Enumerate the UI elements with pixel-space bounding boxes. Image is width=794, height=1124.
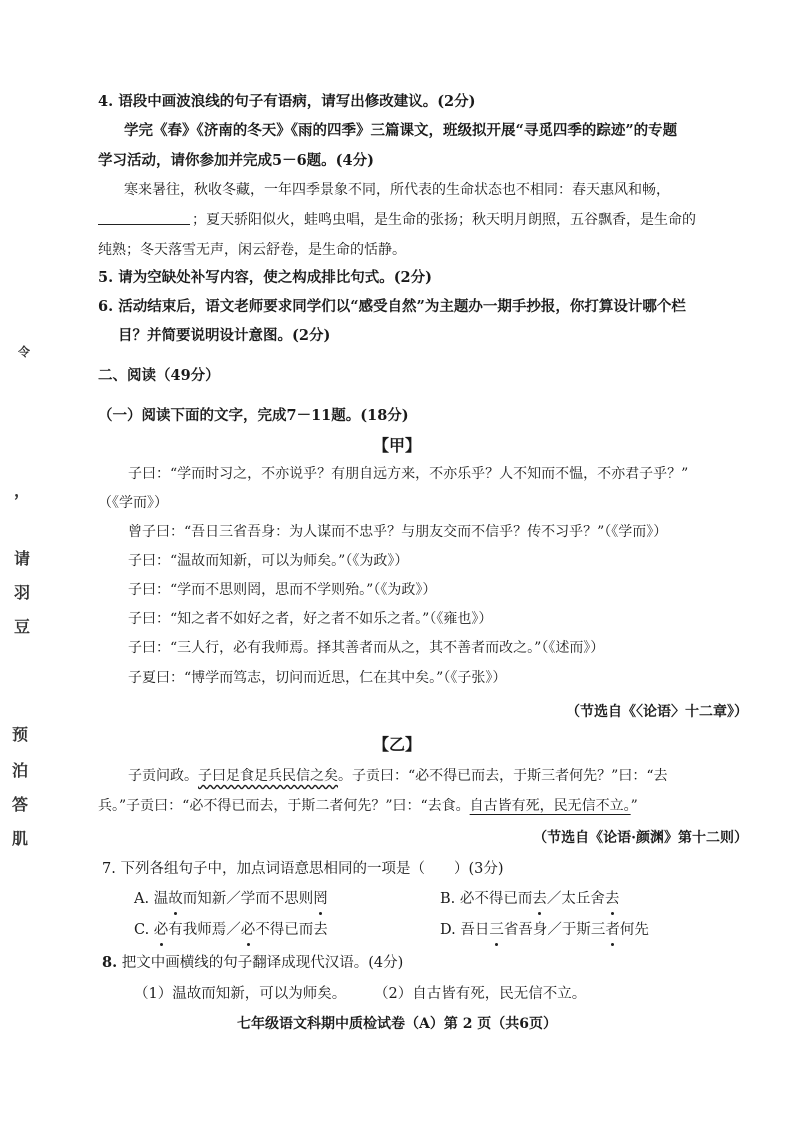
page-footer: 七年级语文科期中质检试卷（A）第 2 页（共6页） bbox=[236, 1016, 558, 1032]
option-text: 不得已而去 bbox=[255, 922, 328, 938]
option-label: C. bbox=[134, 922, 150, 938]
activity-intro-line-2: 学习活动，请你参加并完成5－6题。(4分) bbox=[98, 152, 374, 169]
option-text: 有我师焉／ bbox=[168, 922, 241, 938]
option-text: ／太丘舍 bbox=[546, 891, 605, 907]
text-jia-heading: 【甲】 bbox=[372, 436, 421, 455]
option-text: 吾日 bbox=[460, 922, 490, 938]
part-heading: （一）阅读下面的文字，完成7－11题。(18分) bbox=[98, 407, 409, 424]
yi-text: 兵。”子贡曰：“必不得已而去，于斯二者何先？”曰：“去食。 bbox=[98, 798, 470, 814]
dotted-char: 去 bbox=[532, 891, 547, 907]
option-text: 而知新／学而不思则 bbox=[182, 891, 314, 907]
question-text: 语段中画波浪线的句子有语病，请写出修改建议。(2分) bbox=[118, 93, 476, 110]
question-text: 活动结束后，语文老师要求同学们以“感受自然”为主题办一期手抄报，你打算设计哪个栏 bbox=[118, 298, 686, 315]
option-text: 何先 bbox=[619, 922, 649, 938]
dotted-char: 者 bbox=[605, 922, 620, 938]
dotted-char: 罔 bbox=[313, 891, 328, 907]
dotted-char: 必 bbox=[240, 922, 256, 938]
jia-line-4: 子曰：“温故而知新，可以为师矣。”（《为政》） bbox=[128, 553, 409, 569]
option-text: 温 bbox=[153, 891, 169, 907]
question-4 bbox=[98, 92, 476, 112]
section-heading: 二、阅读（49分） bbox=[98, 367, 220, 384]
margin-mark: 羽 bbox=[14, 583, 31, 602]
jia-line-6: 子曰：“知之者不如好之者，好之者不如乐之者。”（《雍也》） bbox=[128, 611, 493, 627]
question-8 bbox=[102, 953, 403, 973]
margin-mark: 预 bbox=[12, 725, 29, 744]
passage-line-2 bbox=[98, 210, 696, 230]
yi-text: 子贡问政。 bbox=[128, 768, 198, 784]
option-label: D. bbox=[440, 922, 456, 938]
passage-line-1: 寒来暑往，秋收冬藏，一年四季景象不同，所代表的生命状态也不相同：春天惠风和畅， bbox=[124, 182, 670, 198]
question-7 bbox=[102, 859, 504, 879]
fill-blank[interactable] bbox=[98, 210, 190, 225]
question-number: 6. bbox=[98, 298, 114, 315]
yi-line-1 bbox=[128, 766, 667, 786]
text-yi-heading: 【乙】 bbox=[372, 735, 421, 754]
translation-item-1: （1）温故而知新，可以为师矣。 bbox=[134, 986, 347, 1002]
jia-line-1: 子曰：“学而时习之，不亦说乎？有朋自远方来，不亦乐乎？人不知而不愠，不亦君子乎？” bbox=[128, 466, 689, 482]
question-number: 8. bbox=[102, 954, 118, 971]
option-d[interactable] bbox=[440, 920, 649, 940]
option-label: A. bbox=[134, 891, 150, 907]
question-6-line-2: 目？并简要说明设计意图。(2分) bbox=[118, 327, 331, 344]
translation-item-2: （2）自古皆有死，民无信不立。 bbox=[374, 986, 587, 1002]
option-b[interactable] bbox=[440, 889, 619, 909]
option-label: B. bbox=[440, 891, 456, 907]
yi-source: （节选自《论语·颜渊》第十二则） bbox=[533, 830, 748, 846]
dotted-char: 必 bbox=[153, 922, 169, 938]
jia-line-8: 子夏曰：“博学而笃志，切问而近思，仁在其中矣。”（《子张》） bbox=[128, 670, 507, 686]
question-6 bbox=[98, 297, 686, 317]
margin-mark: 肌 bbox=[12, 829, 29, 848]
jia-line-7: 子曰：“三人行，必有我师焉。择其善者而从之，其不善者而改之。”（《述而》） bbox=[128, 640, 605, 656]
wavy-underlined-sentence: 子曰足食足兵民信之矣 bbox=[198, 768, 338, 784]
question-text: 下列各组句子中，加点词语意思相同的一项是（ ）(3分) bbox=[120, 861, 504, 877]
margin-mark: 请 bbox=[14, 549, 31, 568]
dotted-char: 去 bbox=[604, 891, 620, 907]
yi-line-2 bbox=[98, 796, 638, 816]
margin-mark: 答 bbox=[12, 795, 29, 814]
question-number: 5. bbox=[98, 269, 114, 286]
margin-mark: 泊 bbox=[12, 761, 29, 780]
option-a[interactable] bbox=[134, 889, 328, 909]
margin-mark: 豆 bbox=[14, 617, 31, 636]
jia-line-5: 子曰：“学而不思则罔，思而不学则殆。”（《为政》） bbox=[128, 582, 437, 598]
question-number: 7. bbox=[102, 861, 116, 877]
yi-text: ” bbox=[630, 798, 638, 814]
dotted-char: 故 bbox=[168, 891, 183, 907]
option-c[interactable] bbox=[134, 920, 328, 940]
margin-mark: ， bbox=[14, 481, 31, 500]
question-text: 把文中画横线的句子翻译成现代汉语。(4分) bbox=[121, 955, 404, 971]
margin-mark: 令 bbox=[18, 345, 31, 359]
dotted-char: 三 bbox=[489, 922, 504, 938]
passage-line-3: 纯熟；冬天落雪无声，闲云舒卷，是生命的恬静。 bbox=[98, 242, 406, 258]
question-number: 4. bbox=[98, 93, 114, 110]
question-text: 请为空缺处补写内容，使之构成排比句式。(2分) bbox=[118, 269, 433, 286]
jia-line-2: （《学而》） bbox=[98, 495, 168, 511]
option-text: 必不得已而 bbox=[459, 891, 533, 907]
jia-source: （节选自《〈论语〉十二章》） bbox=[566, 704, 748, 720]
passage-line-2-text: ；夏天骄阳似火，蛙鸣虫唱，是生命的张扬；秋天明月朗照，五谷飘香，是生命的 bbox=[192, 212, 696, 228]
option-text: 省吾身／于斯三 bbox=[503, 922, 606, 938]
question-5 bbox=[98, 268, 432, 288]
activity-intro-line-1: 学完《春》《济南的冬天》《雨的四季》三篇课文，班级拟开展“寻觅四季的踪迹”的专题 bbox=[124, 122, 678, 139]
jia-line-3: 曾子曰：“吾日三省吾身：为人谋而不忠乎？与朋友交而不信乎？传不习乎？”（《学而》） bbox=[128, 524, 668, 540]
underlined-sentence: 自古皆有死，民无信不立。 bbox=[469, 798, 631, 814]
yi-text: 。子贡曰：“必不得已而去，于斯三者何先？”曰：“去 bbox=[338, 768, 668, 784]
